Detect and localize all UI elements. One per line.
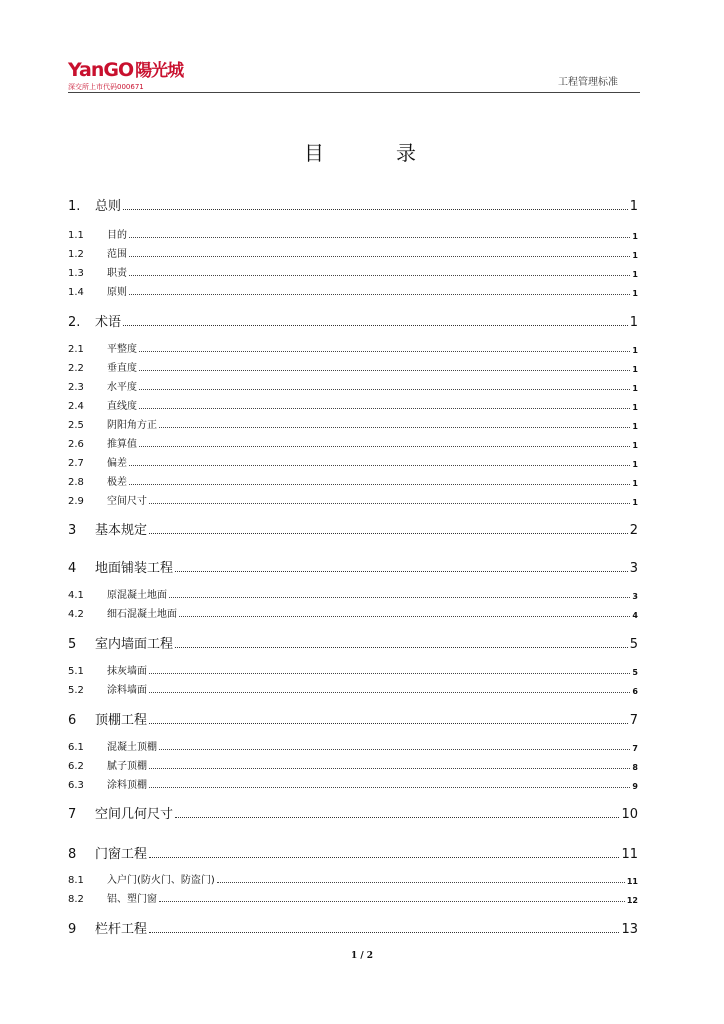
- toc-entry-page: 1: [632, 422, 638, 431]
- toc-entry-number: 6: [68, 713, 77, 728]
- toc-entry-number: 1.4: [68, 287, 84, 298]
- toc-entry-number: 9: [68, 922, 77, 937]
- toc-entry[interactable]: [68, 360, 638, 374]
- toc-dot-leader: [139, 389, 630, 390]
- toc-entry-page: 4: [632, 611, 638, 620]
- toc-title: 目 录: [304, 141, 442, 165]
- toc-entry-page: 1: [632, 403, 638, 412]
- toc-entry-number: 2.7: [68, 458, 84, 469]
- toc-entry-number: 2.9: [68, 496, 84, 507]
- toc-entry[interactable]: [68, 474, 638, 488]
- page-number: 1 / 2: [350, 951, 374, 961]
- toc-entry-title: 栏杆工程: [95, 922, 148, 937]
- toc-entry-title: 空间尺寸: [107, 496, 147, 507]
- toc-dot-leader: [129, 256, 630, 257]
- toc-entry-title: 极差: [107, 477, 127, 488]
- toc-entry-title: 水平度: [107, 382, 137, 393]
- toc-entry-page: 11: [626, 877, 638, 886]
- toc-entry-page: 5: [629, 637, 638, 652]
- toc-entry[interactable]: [68, 844, 638, 862]
- toc-entry-number: 2.6: [68, 439, 84, 450]
- toc-entry-title: 推算值: [107, 439, 137, 450]
- toc-dot-leader: [139, 446, 630, 447]
- toc-entry-number: 6.2: [68, 761, 84, 772]
- toc-dot-leader: [129, 294, 630, 295]
- toc-entry-number: 6.3: [68, 780, 84, 791]
- toc-entry-page: 3: [632, 592, 638, 601]
- toc-entry-page: 1: [632, 270, 638, 279]
- toc-entry-title: 偏差: [107, 458, 127, 469]
- toc-entry-page: 1: [632, 460, 638, 469]
- toc-dot-leader: [149, 533, 628, 534]
- logo-chinese-text: 陽光城: [135, 61, 184, 81]
- toc-entry[interactable]: [68, 804, 638, 822]
- toc-entry[interactable]: [68, 246, 638, 260]
- toc-entry-number: 2.: [68, 315, 81, 330]
- toc-entry-title: 阴阳角方正: [107, 420, 157, 431]
- toc-entry[interactable]: [68, 710, 638, 728]
- toc-entry-page: 10: [621, 807, 638, 822]
- toc-entry-title: 基本规定: [95, 523, 148, 538]
- toc-entry-title: 入户门(防火门、防盗门): [107, 875, 215, 886]
- toc-entry[interactable]: [68, 663, 638, 677]
- toc-entry[interactable]: [68, 777, 638, 791]
- toc-entry-page: 13: [621, 922, 638, 937]
- toc-entry[interactable]: [68, 919, 638, 937]
- toc-entry[interactable]: [68, 558, 638, 576]
- logo-text: YanGO: [68, 59, 134, 81]
- toc-dot-leader: [159, 901, 625, 902]
- toc-entry-number: 2.5: [68, 420, 84, 431]
- toc-dot-leader: [129, 484, 630, 485]
- toc-entry[interactable]: [68, 682, 638, 696]
- toc-entry-page: 11: [621, 847, 638, 862]
- toc-dot-leader: [139, 408, 630, 409]
- toc-entry[interactable]: [68, 284, 638, 298]
- toc-entry-page: 7: [632, 744, 638, 753]
- toc-entry[interactable]: [68, 739, 638, 753]
- toc-entry-page: 1: [632, 251, 638, 260]
- toc-entry[interactable]: [68, 493, 638, 507]
- toc-entry-number: 2.2: [68, 363, 84, 374]
- toc-entry-number: 8.2: [68, 894, 84, 905]
- toc-entry-title: 总则: [95, 199, 122, 214]
- toc-entry-number: 8.1: [68, 875, 84, 886]
- toc-entry-title: 门窗工程: [95, 847, 148, 862]
- toc-dot-leader: [179, 616, 630, 617]
- toc-entry-title: 目的: [107, 230, 127, 241]
- toc-entry-title: 原混凝土地面: [107, 590, 167, 601]
- toc-dot-leader: [217, 882, 625, 883]
- toc-entry-page: 1: [629, 199, 638, 214]
- toc-dot-leader: [149, 692, 630, 693]
- toc-entry[interactable]: [68, 227, 638, 241]
- toc-entry-number: 5.1: [68, 666, 84, 677]
- toc-entry-page: 1: [632, 232, 638, 241]
- toc-entry-page: 7: [629, 713, 638, 728]
- toc-entry-page: 1: [629, 315, 638, 330]
- toc-entry[interactable]: [68, 341, 638, 355]
- toc-dot-leader: [149, 723, 628, 724]
- toc-entry[interactable]: [68, 587, 638, 601]
- toc-entry-number: 4.1: [68, 590, 84, 601]
- toc-entry-page: 12: [626, 896, 638, 905]
- toc-entry[interactable]: [68, 196, 638, 214]
- logo-subtitle: 深交所上市代码000671: [68, 83, 144, 91]
- toc-entry-title: 平整度: [107, 344, 137, 355]
- toc-entry[interactable]: [68, 436, 638, 450]
- toc-dot-leader: [175, 571, 628, 572]
- toc-entry-title: 室内墙面工程: [95, 637, 174, 652]
- toc-dot-leader: [129, 237, 630, 238]
- toc-entry[interactable]: [68, 606, 638, 620]
- logo-wordmark: [68, 56, 183, 81]
- toc-entry[interactable]: [68, 520, 638, 538]
- toc-dot-leader: [149, 932, 619, 933]
- toc-entry-number: 2.4: [68, 401, 84, 412]
- toc-entry-title: 铝、塑门窗: [107, 894, 157, 905]
- toc-dot-leader: [149, 768, 630, 769]
- toc-entry[interactable]: [68, 455, 638, 469]
- toc-entry-title: 涂料墙面: [107, 685, 147, 696]
- toc-entry-title: 细石混凝土地面: [107, 609, 177, 620]
- toc-entry-number: 2.8: [68, 477, 84, 488]
- toc-entry-title: 抹灰墙面: [107, 666, 147, 677]
- toc-dot-leader: [149, 787, 630, 788]
- toc-entry-number: 1.1: [68, 230, 84, 241]
- toc-entry-page: 1: [632, 384, 638, 393]
- toc-dot-leader: [123, 209, 628, 210]
- toc-entry[interactable]: [68, 312, 638, 330]
- toc-entry-number: 2.3: [68, 382, 84, 393]
- toc-dot-leader: [139, 351, 630, 352]
- toc-entry-title: 涂料顶棚: [107, 780, 147, 791]
- toc-entry-page: 2: [629, 523, 638, 538]
- toc-entry[interactable]: [68, 758, 638, 772]
- toc-entry-number: 4.2: [68, 609, 84, 620]
- toc-dot-leader: [159, 427, 630, 428]
- toc-entry-page: 6: [632, 687, 638, 696]
- toc-entry-title: 垂直度: [107, 363, 137, 374]
- toc-entry-number: 3: [68, 523, 77, 538]
- document-category-title: 工程管理标准: [558, 77, 618, 88]
- toc-dot-leader: [129, 465, 630, 466]
- toc-dot-leader: [149, 673, 630, 674]
- toc-entry-page: 5: [632, 668, 638, 677]
- toc-entry-number: 8: [68, 847, 77, 862]
- toc-dot-leader: [123, 325, 628, 326]
- toc-entry-page: 1: [632, 346, 638, 355]
- toc-entry-page: 1: [632, 498, 638, 507]
- toc-entry[interactable]: [68, 891, 638, 905]
- toc-entry-title: 混凝土顶棚: [107, 742, 157, 753]
- toc-entry-title: 职责: [107, 268, 127, 279]
- toc-dot-leader: [159, 749, 630, 750]
- toc-entry-number: 1.2: [68, 249, 84, 260]
- toc-entry-title: 原则: [107, 287, 127, 298]
- toc-entry-title: 腻子顶棚: [107, 761, 147, 772]
- toc-entry-number: 6.1: [68, 742, 84, 753]
- toc-dot-leader: [175, 647, 628, 648]
- toc-entry-number: 5: [68, 637, 77, 652]
- toc-entry[interactable]: [68, 398, 638, 412]
- toc-entry-title: 空间几何尺寸: [95, 807, 174, 822]
- toc-entry-number: 7: [68, 807, 77, 822]
- toc-entry-number: 5.2: [68, 685, 84, 696]
- toc-dot-leader: [139, 370, 630, 371]
- toc-entry[interactable]: [68, 265, 638, 279]
- toc-entry-page: 1: [632, 289, 638, 298]
- toc-entry-number: 1.3: [68, 268, 84, 279]
- toc-entry-title: 地面铺装工程: [95, 561, 174, 576]
- toc-dot-leader: [169, 597, 630, 598]
- company-logo: [68, 56, 183, 92]
- toc-entry[interactable]: [68, 379, 638, 393]
- toc-entry-page: 1: [632, 479, 638, 488]
- toc-entry-title: 术语: [95, 315, 122, 330]
- toc-entry-page: 3: [629, 561, 638, 576]
- toc-dot-leader: [149, 503, 630, 504]
- page-header: [68, 52, 640, 93]
- toc-entry-number: 4: [68, 561, 77, 576]
- toc-dot-leader: [175, 817, 619, 818]
- toc-entry-title: 范围: [107, 249, 127, 260]
- toc-entry-page: 1: [632, 441, 638, 450]
- toc-dot-leader: [129, 275, 630, 276]
- toc-entry-number: 1.: [68, 199, 81, 214]
- toc-entry-number: 2.1: [68, 344, 84, 355]
- toc-entry-title: 顶棚工程: [95, 713, 148, 728]
- toc-entry[interactable]: [68, 634, 638, 652]
- toc-entry-page: 9: [632, 782, 638, 791]
- toc-entry-title: 直线度: [107, 401, 137, 412]
- toc-entry[interactable]: [68, 872, 638, 886]
- toc-entry-page: 1: [632, 365, 638, 374]
- toc-entry-page: 8: [632, 763, 638, 772]
- toc-dot-leader: [149, 857, 619, 858]
- toc-entry[interactable]: [68, 417, 638, 431]
